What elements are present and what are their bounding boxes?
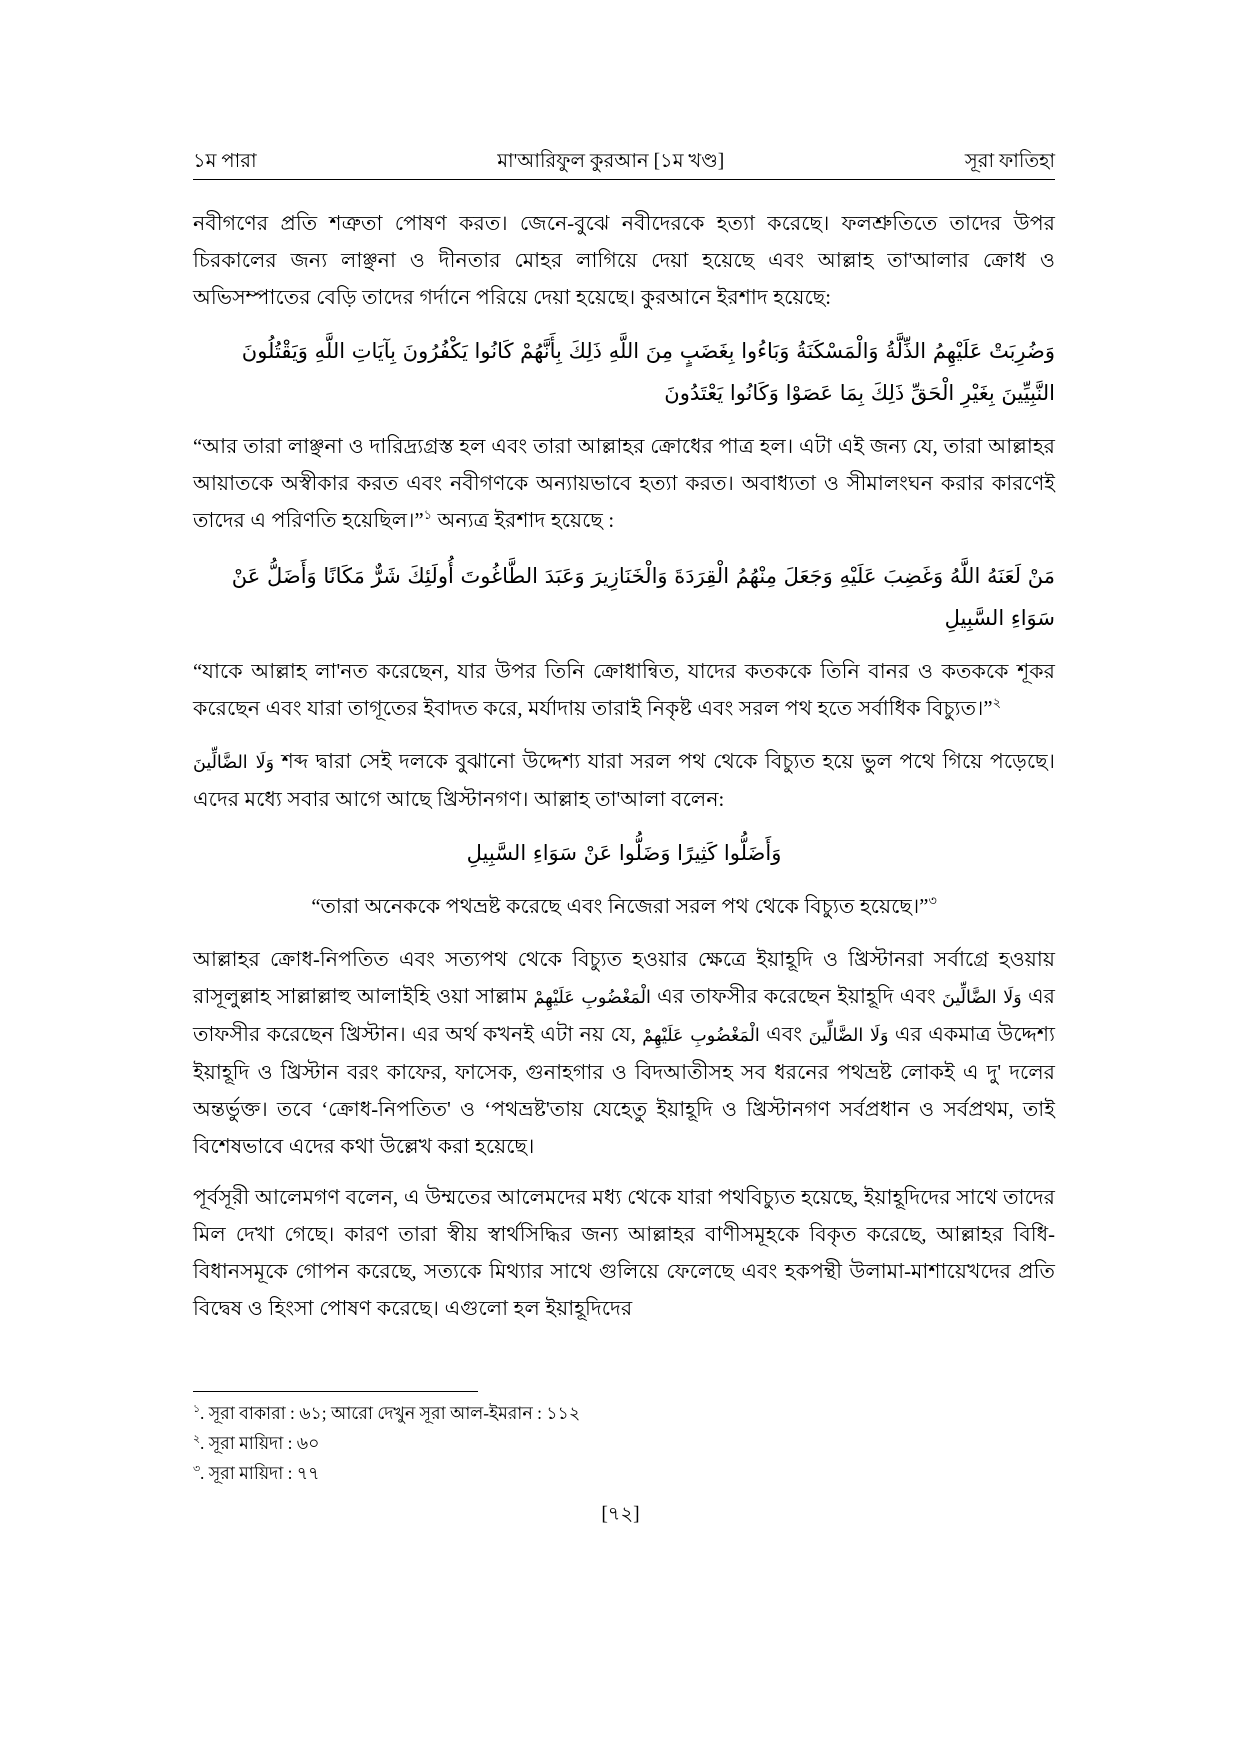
footnote-text: . সূরা বাকারা : ৬১; আরো দেখুন সূরা আল-ইমরান : ১১২ [200, 1403, 581, 1423]
quran-quotation-1-line-1: وَضُرِبَتْ عَلَيْهِمُ الذِّلَّةُ وَالْمَسْكَنَةُ وَبَاءُوا بِغَضَبٍ مِنَ اللَّهِ ذَلِكَ بِأَنَّهُمْ كَانُوا يَكْفُرُونَ بِآيَاتِ اللَّهِ وَيَقْتُلُونَ [241, 339, 1055, 364]
footnote-text: . সূরা মায়িদা : ৭৭ [200, 1463, 320, 1483]
page-number: [৭২] [601, 1504, 640, 1525]
page-content [193, 150, 1055, 1342]
arabic-term-wala-dalleen: وَلَا الضَّالِّينَ [193, 753, 275, 774]
footnote-ref-2[interactable]: ২ [992, 696, 1001, 711]
arabic-term-maghdub-2: الْمَغْضُوبِ عَلَيْهِمْ [642, 1026, 760, 1047]
quran-quotation-3: وَأَضَلُّوا كَثِيرًا وَضَلُّوا عَنْ سَوَاءِ السَّبِيلِ [466, 841, 782, 866]
translation-1 [193, 429, 1055, 540]
footnote-text: . সূরা মায়িদা : ৬০ [200, 1433, 320, 1453]
quran-quotation-1 [193, 331, 1055, 413]
paragraph-tafsir-seg-a: আল্লাহর ক্রোধ-নিপতিত এবং সত্যপথ থেকে বিচ্যুত হওয়ার ক্ষেত্রে ইয়াহূদি ও খ্রিস্টানরা সর্বাগ্রে হওয়ায় রাসূলুল্লাহ সাল্লাল্লাহু আলাইহি ওয়া সাল্লাম [193, 949, 1055, 1009]
running-head-left: ১ম পারা [193, 151, 257, 172]
running-head-center: মা'আরিফুল কুরআন [১ম খণ্ড] [497, 151, 725, 172]
translation-2 [193, 654, 1055, 728]
translation-3-text: “তারা অনেককে পথভ্রষ্ট করেছে এবং নিজেরা সরল পথ থেকে বিচ্যুত হয়েছে।” [311, 896, 929, 919]
paragraph-tafsir-seg-d: এবং [759, 1024, 809, 1047]
footnote-item [193, 1428, 1055, 1458]
paragraph-salaf: পূর্বসূরী আলেমগণ বলেন, এ উম্মতের আলেমদের মধ্য থেকে যারা পথবিচ্যুত হয়েছে, ইয়াহূদিদের সাথে তাদের মিল দেখা গেছে। কারণ তারা স্বীয় স্বার্থসিদ্ধির জন্য আল্লাহর বাণীসমূহকে বিকৃত করেছে, আল্লাহর বিধি-বিধানসমূকে গোপন করেছে, সত্যকে মিথ্যার সাথে গুলিয়ে ফেলেছে এবং হকপন্থী উলামা-মাশায়েখদের প্রতি বিদ্বেষ ও হিংসা পোষণ করেছে। এগুলো হল ইয়াহূদিদের [193, 1187, 1055, 1321]
quran-quotation-2 [193, 556, 1055, 638]
header-divider [193, 179, 1055, 180]
paragraph-dalleen [193, 744, 1055, 819]
footnote-ref-1[interactable]: ১ [423, 508, 432, 523]
paragraph-dalleen-text: শব্দ দ্বারা সেই দলকে বুঝানো উদ্দেশ্য যারা সরল পথ থেকে বিচ্যুত হয়ে ভুল পথে গিয়ে পড়েছে। এদের মধ্যে সবার আগে আছে খ্রিস্টানগণ। আল্লাহ তা'আলা বলেন: [193, 751, 1056, 812]
paragraph-intro: নবীগণের প্রতি শত্রুতা পোষণ করত। জেনে-বুঝে নবীদেরকে হত্যা করেছে। ফলশ্রুতিতে তাদের উপর চিরকালের জন্য লাঞ্ছনা ও দীনতার মোহর লাগিয়ে দেয়া হয়েছে এবং আল্লাহ তা'আলার ক্রোধ ও অভিসম্পাতের বেড়ি তাদের গর্দানে পরিয়ে দেয়া হয়েছে। কুরআনে ইরশাদ হয়েছে: [193, 213, 1055, 310]
paragraph-tafsir-seg-e: এর একমাত্র উদ্দেশ্য ইয়াহূদি ও খ্রিস্টান বরং কাফের, ফাসেক, গুনাহগার ও বিদআতীসহ সব ধরনের পথভ্রষ্ট লোকই এ দু' দলের অন্তর্ভুক্ত। তবে ‘ক্রোধ-নিপতিত' ও ‘পথভ্রষ্ট'তায় যেহেতু ইয়াহূদি ও খ্রিস্টানগণ সর্বপ্রধান ও সর্বপ্রথম, তাই বিশেষভাবে এদের কথা উল্লেখ করা হয়েছে। [193, 1024, 1055, 1159]
running-head [193, 150, 1055, 179]
footnote-ref-3[interactable]: ৩ [928, 894, 937, 909]
translation-3 [193, 889, 1055, 926]
footnote-marker: ৩ [193, 1463, 200, 1476]
footnote-section [193, 1391, 1055, 1488]
arabic-term-dalleen-1: وَلَا الضَّالِّينَ [942, 988, 1022, 1009]
translation-1-text: “আর তারা লাঞ্ছনা ও দারিদ্র্যগ্রস্ত হল এবং তারা আল্লাহর ক্রোধের পাত্র হল। এটা এই জন্য যে, তারা আল্লাহর আয়াতকে অস্বীকার করত এবং নবীগণকে অন্যায়ভাবে হত্যা করত। অবাধ্যতা ও সীমালংঘন করার কারণেই তাদের এ পরিণতি হয়েছিল।” [193, 436, 1055, 533]
quran-quotation-1-line-2: النَّبِيِّينَ بِغَيْرِ الْحَقِّ ذَلِكَ بِمَا عَصَوْا وَكَانُوا يَعْتَدُونَ [664, 381, 1055, 406]
footnote-marker: ১ [193, 1403, 200, 1416]
translation-2-text: “যাকে আল্লাহ লা'নত করেছেন, যার উপর তিনি ক্রোধান্বিত, যাদের কতককে তিনি বানর ও কতককে শূকর করেছেন এবং যারা তাগূতের ইবাদত করে, মর্যাদায় তারাই নিকৃষ্ট এবং সরল পথ হতে সর্বাধিক বিচ্যুত।” [193, 661, 1055, 721]
paragraph-tafsir-seg-c: এর তাফসীর করেছেন খ্রিস্টান। এর অর্থ কখনই এটা নয় যে, [193, 986, 1055, 1047]
arabic-term-dalleen-2: وَلَا الضَّالِّينَ [808, 1026, 889, 1047]
footnote-item [193, 1458, 1055, 1488]
footnote-item [193, 1398, 1055, 1428]
running-head-right: সূরা ফাতিহা [964, 151, 1055, 172]
footnote-marker: ২ [193, 1433, 200, 1446]
quran-quotation-2-line-1: مَنْ لَعَنَهُ اللَّهُ وَغَضِبَ عَلَيْهِ وَجَعَلَ مِنْهُمُ الْقِرَدَةَ وَالْخَنَازِيرَ وَعَبَدَ الطَّاغُوتَ أُولَئِكَ شَرٌّ مَكَانًا وَأَضَلُّ عَنْ [231, 564, 1055, 589]
translation-1-tail: অন্যত্র ইরশাদ হয়েছে : [431, 510, 615, 533]
arabic-term-maghdub-1: الْمَغْضُوبِ عَلَيْهِمْ [533, 988, 651, 1009]
paragraph-tafsir [193, 942, 1055, 1166]
quran-quotation-2-line-2: سَوَاءِ السَّبِيلِ [944, 606, 1055, 631]
footnote-divider [193, 1391, 478, 1392]
paragraph-tafsir-seg-b: এর তাফসীর করেছেন ইয়াহূদি এবং [650, 986, 943, 1009]
